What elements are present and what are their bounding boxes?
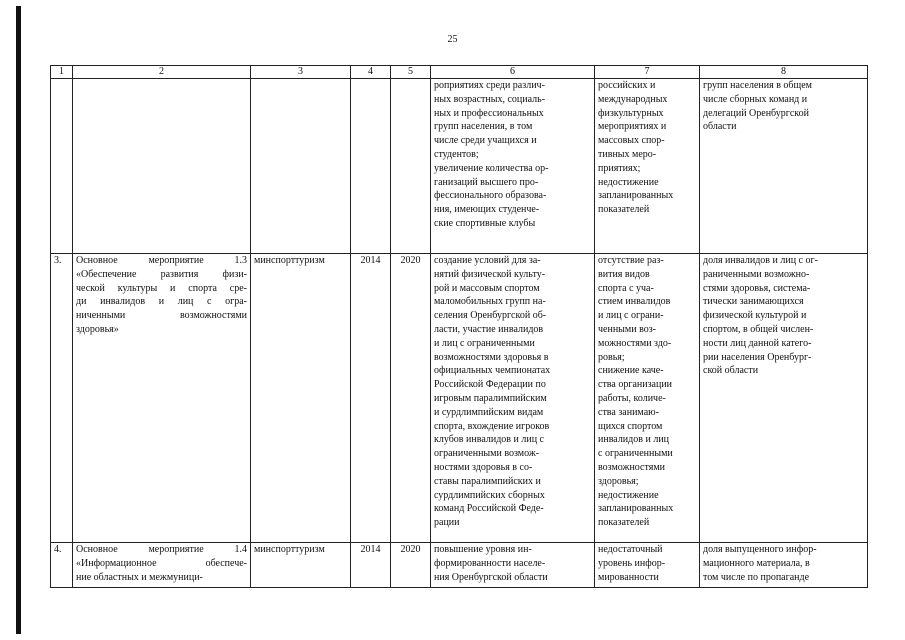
cell-text-line: ных и профессиональных — [434, 107, 544, 119]
column-number-row — [51, 66, 868, 79]
cell-text-line: ганизаций высшего про- — [434, 176, 539, 188]
binding-bar — [16, 6, 21, 634]
cell-text-line: раниченными возможно- — [703, 268, 810, 280]
cell-text-line: ства организации — [598, 379, 673, 391]
cell-text-line: возможностями здоровья в — [434, 351, 549, 363]
consequences-cell — [595, 254, 700, 543]
cell-text-line: тически занимающихся — [703, 296, 804, 308]
cell-text-line: фессионального образова- — [434, 190, 547, 202]
cell-text-line: ставы паралимпийских и — [434, 475, 541, 487]
cell-text-line: запланированных — [598, 190, 674, 202]
cell-text-line: и лиц с ограниченными — [434, 337, 535, 349]
column-number-3: 3 — [251, 66, 351, 79]
row-number-cell: 3. — [51, 254, 73, 543]
column-number-8: 8 — [700, 66, 868, 79]
cell-text-line: маломобильных групп на- — [434, 296, 546, 308]
row-number-cell — [51, 79, 73, 254]
cell-text-line: приятиях; — [598, 162, 641, 174]
cell-text-line: щихся спортом — [598, 420, 663, 432]
column-number-6: 6 — [431, 66, 595, 79]
cell-text-line: инвалидов и лиц — [598, 434, 670, 446]
cell-text-line: создание условий для за- — [434, 255, 541, 266]
activities-table — [50, 65, 868, 588]
cell-text-line: игровым паралимпийским — [434, 392, 547, 404]
cell-text-line: числе среди учащихся и — [434, 135, 537, 147]
cell-text-line: студентов; — [434, 148, 479, 160]
activity-name-cell — [73, 254, 251, 543]
cell-text-line: ческой культуры и спорта сре- — [76, 282, 247, 294]
start-year-cell: 2014 — [351, 254, 391, 543]
cell-text-line: доля инвалидов и лиц с ог- — [703, 255, 818, 266]
cell-text-line: ние областных и межмуници- — [76, 571, 203, 583]
expected-result-cell — [431, 254, 595, 543]
consequences-cell — [595, 79, 700, 254]
start-year-cell: 2014 — [351, 543, 391, 588]
cell-text-line: Основное мероприятие 1.3 — [76, 255, 247, 266]
cell-text-line: недостижение — [598, 176, 659, 188]
cell-text-line: спорта с уча- — [598, 282, 654, 294]
cell-text-line: ласти, участие инвалидов — [434, 323, 544, 335]
cell-text-line: нятий физической культу- — [434, 268, 546, 280]
cell-text-line: возможностями — [598, 461, 666, 473]
table-row — [51, 254, 868, 543]
cell-text-line: и лиц с ограни- — [598, 310, 664, 322]
executor-cell: минспорттуризм — [251, 254, 351, 543]
column-number-4: 4 — [351, 66, 391, 79]
cell-text-line: роприятиях среди различ- — [434, 80, 545, 91]
cell-text-line: массовых спор- — [598, 135, 665, 147]
cell-text-line: спортом, в общей числен- — [703, 323, 814, 335]
end-year-cell: 2020 — [391, 543, 431, 588]
cell-text-line: недостаточный — [598, 544, 663, 555]
cell-text-line: области — [703, 121, 737, 133]
cell-text-line: спорта, вхождение игроков — [434, 420, 550, 432]
cell-text-line: рой и массовым спортом — [434, 282, 540, 294]
cell-text-line: групп населения в общем — [703, 80, 812, 91]
cell-text-line: тивных меро- — [598, 148, 657, 160]
cell-text-line: повышение уровня ин- — [434, 544, 532, 555]
cell-text-line: официальных чемпионатах — [434, 365, 551, 377]
cell-text-line: ченными воз- — [598, 323, 657, 335]
cell-text-line: ностями здоровья в со- — [434, 461, 533, 473]
cell-text-line: сурдлимпийских сборных — [434, 489, 545, 501]
expected-result-cell — [431, 79, 595, 254]
cell-text-line: уровень инфор- — [598, 557, 666, 569]
cell-text-line: можностями здо- — [598, 337, 672, 349]
cell-text-line: доля выпущенного инфор- — [703, 544, 817, 555]
cell-text-line: Российской Федерации по — [434, 379, 546, 391]
column-number-1: 1 — [51, 66, 73, 79]
cell-text-line: ровья; — [598, 351, 625, 363]
cell-text-line: работы, количе- — [598, 392, 666, 404]
cell-text-line: групп населения, в том — [434, 121, 533, 133]
cell-text-line: международных — [598, 93, 668, 105]
end-year-cell: 2020 — [391, 254, 431, 543]
cell-text-line: рии населения Оренбург- — [703, 351, 812, 363]
cell-text-line: Основное мероприятие 1.4 — [76, 544, 247, 555]
cell-text-line: физической культурой и — [703, 310, 807, 322]
cell-text-line: рации — [434, 517, 460, 529]
column-number-5: 5 — [391, 66, 431, 79]
cell-text-line: российских и — [598, 80, 656, 91]
cell-text-line: здоровья; — [598, 475, 639, 487]
consequences-cell — [595, 543, 700, 588]
cell-text-line: стями здоровья, система- — [703, 282, 811, 294]
table-row — [51, 79, 868, 254]
expected-result-cell — [431, 543, 595, 588]
column-number-7: 7 — [595, 66, 700, 79]
page-number: 25 — [447, 34, 458, 45]
cell-text-line: мированности — [598, 571, 659, 583]
cell-text-line: «Обеспечение развития физи- — [76, 268, 247, 280]
cell-text-line: снижение каче- — [598, 365, 664, 377]
activity-name-cell — [73, 79, 251, 254]
indicator-link-cell — [700, 79, 868, 254]
cell-text-line: том числе по пропаганде — [703, 571, 810, 583]
executor-cell: минспорттуризм — [251, 543, 351, 588]
cell-text-line: увеличение количества ор- — [434, 162, 549, 174]
cell-text-line: ской области — [703, 365, 759, 377]
cell-text-line: селения Оренбургской об- — [434, 310, 547, 322]
cell-text-line: и сурдлимпийским видам — [434, 406, 544, 418]
cell-text-line: мероприятиях и — [598, 121, 667, 133]
cell-text-line: делегаций Оренбургской — [703, 107, 810, 119]
cell-text-line: показателей — [598, 204, 650, 216]
cell-text-line: вития видов — [598, 268, 650, 280]
cell-text-line: ограниченными возмож- — [434, 448, 540, 460]
cell-text-line: стием инвалидов — [598, 296, 671, 308]
indicator-link-cell — [700, 543, 868, 588]
cell-text-line: отсутствие раз- — [598, 255, 664, 266]
cell-text-line: команд Российской Феде- — [434, 503, 544, 515]
cell-text-line: ди инвалидов и лиц с огра- — [76, 296, 247, 308]
cell-text-line: показателей — [598, 517, 650, 529]
cell-text-line: ности лиц данной катего- — [703, 337, 812, 349]
cell-text-line: мационного материала, в — [703, 557, 810, 569]
executor-cell — [251, 79, 351, 254]
cell-text-line: ния, имеющих студенче- — [434, 204, 540, 216]
cell-text-line: «Информационное обеспече- — [76, 557, 247, 569]
row-number-cell: 4. — [51, 543, 73, 588]
cell-text-line: запланированных — [598, 503, 674, 515]
cell-text-line: ниченными возможностями — [76, 310, 247, 322]
cell-text-line: недостижение — [598, 489, 659, 501]
cell-text-line: физкультурных — [598, 107, 664, 119]
cell-text-line: ские спортивные клубы — [434, 217, 536, 229]
cell-text-line: клубов инвалидов и лиц с — [434, 434, 544, 446]
cell-text-line: с ограниченными — [598, 448, 673, 460]
cell-text-line: ных возрастных, социаль- — [434, 93, 546, 105]
cell-text-line: здоровья» — [76, 323, 119, 335]
cell-text-line: ния Оренбургской области — [434, 571, 548, 583]
cell-text-line: формированности населе- — [434, 557, 546, 569]
cell-text-line: ства занимаю- — [598, 406, 659, 418]
activity-name-cell — [73, 543, 251, 588]
table-row — [51, 543, 868, 588]
indicator-link-cell — [700, 254, 868, 543]
column-number-2: 2 — [73, 66, 251, 79]
end-year-cell — [391, 79, 431, 254]
start-year-cell — [351, 79, 391, 254]
cell-text-line: числе сборных команд и — [703, 93, 808, 105]
